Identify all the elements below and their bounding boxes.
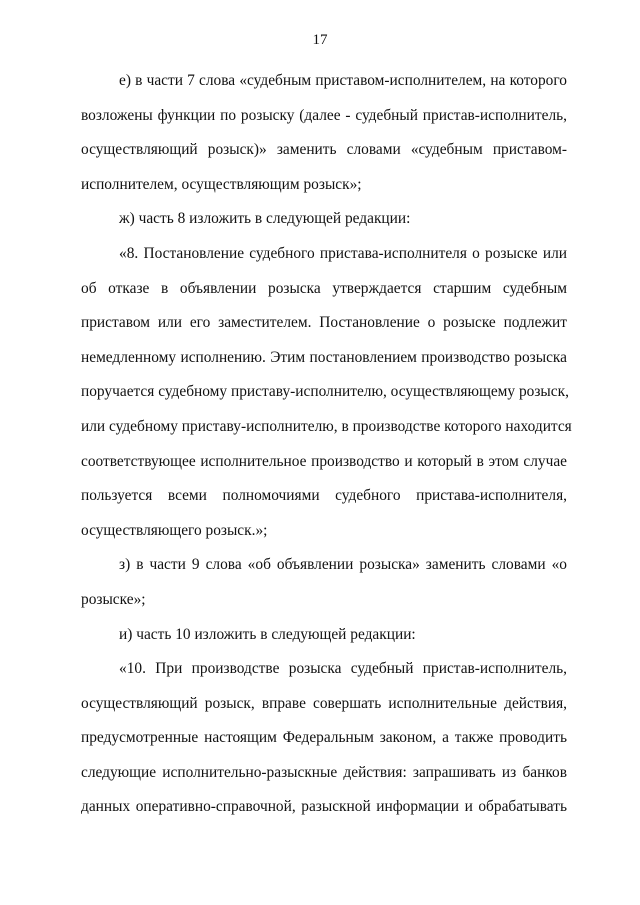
text-line: розыске»; [81, 590, 146, 608]
text-line: ж) часть 8 изложить в следующей редакции: [119, 210, 411, 228]
text-line: об отказе в объявлении розыска утверждается старшим судебным [81, 279, 567, 297]
text-line: осуществляющий розыск, вправе совершать исполнительные действия, [81, 694, 567, 712]
text-line: предусмотренные настоящим Федеральным законом, а также проводить [81, 729, 567, 747]
text-line: немедленному исполнению. Этим постановлением производство розыска [81, 348, 567, 366]
document-body [81, 64, 572, 825]
text-line: данных оперативно-справочной, разыскной информации и обрабатывать [81, 798, 567, 816]
text-line: пользуется всеми полномочиями судебного пристава-исполнителя, [81, 487, 567, 505]
text-line: поручается судебному приставу-исполнителю, осуществляющему розыск, [81, 383, 569, 401]
text-line: з) в части 9 слова «об объявлении розыска» заменить словами «о [119, 556, 567, 574]
text-line: или судебному приставу-исполнителю, в производстве которого находится [81, 417, 572, 435]
text-line: «8. Постановление судебного пристава-исполнителя о розыске или [119, 244, 567, 262]
text-line: возложены функции по розыску (далее - судебный пристав-исполнитель, [81, 106, 567, 124]
page-number: 17 [312, 32, 328, 48]
text-line: приставом или его заместителем. Постановление о розыске подлежит [81, 314, 567, 332]
text-line: соответствующее исполнительное производство и который в этом случае [81, 452, 567, 470]
text-line: исполнителем, осуществляющим розыск»; [81, 175, 362, 193]
text-line: е) в части 7 слова «судебным приставом-исполнителем, на которого [119, 72, 567, 89]
text-line: и) часть 10 изложить в следующей редакции: [119, 625, 416, 643]
text-line: осуществляющего розыск.»; [81, 521, 268, 539]
text-line: «10. При производстве розыска судебный пристав-исполнитель, [119, 660, 567, 678]
text-line: осуществляющий розыск)» заменить словами «судебным приставом- [81, 141, 567, 159]
text-line: следующие исполнительно-разыскные действия: запрашивать из банков [81, 763, 567, 781]
